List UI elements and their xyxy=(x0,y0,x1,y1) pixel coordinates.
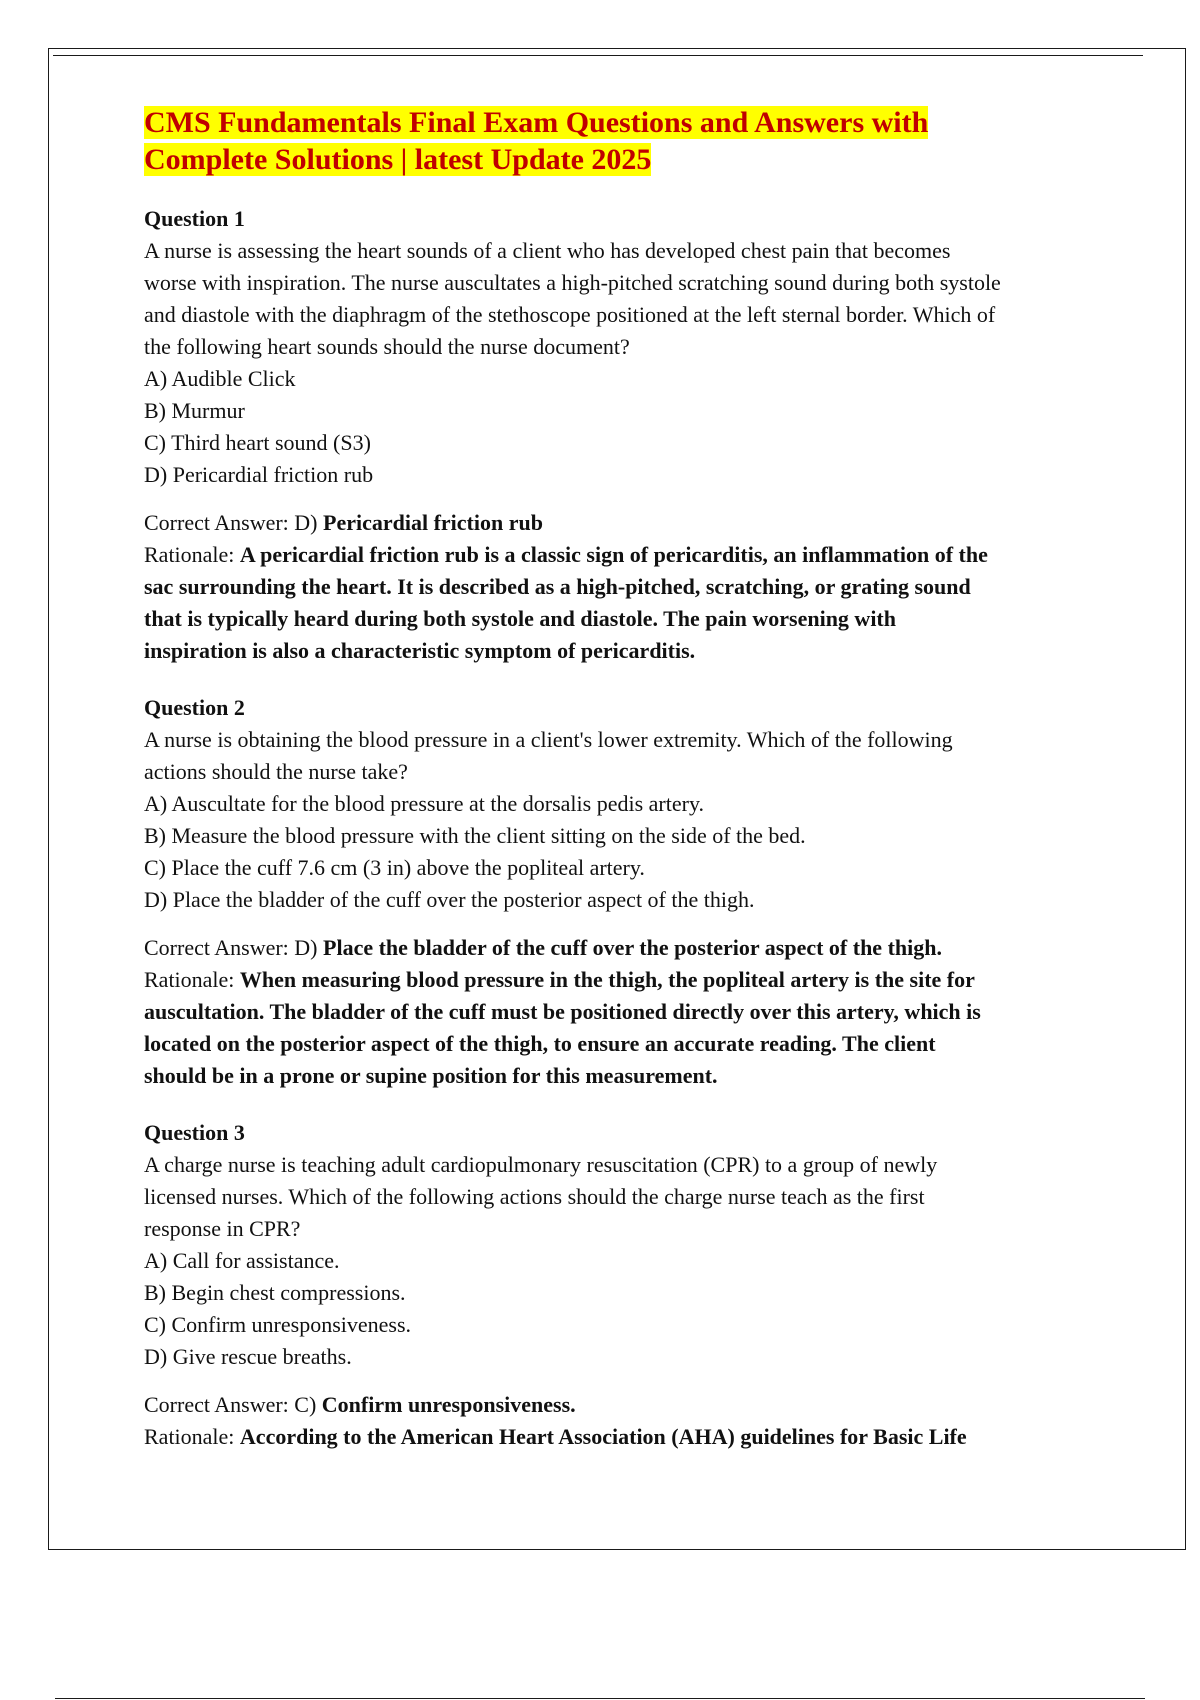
rationale-text: A pericardial friction rub is a classic sign of pericarditis, an inflammation of the xyxy=(239,542,988,567)
answer-option: A) Call for assistance. xyxy=(144,1248,340,1273)
correct-answer xyxy=(144,932,1144,964)
rationale-line xyxy=(144,1421,1144,1453)
page-frame xyxy=(48,48,1186,1550)
rationale-label: Rationale: xyxy=(144,967,240,992)
answer-option: C) Place the cuff 7.6 cm (3 in) above the popliteal artery. xyxy=(144,855,645,880)
question-heading: Question 3 xyxy=(144,1120,245,1145)
correct-answer-text: Confirm unresponsiveness. xyxy=(321,1392,576,1417)
answer-option: A) Auscultate for the blood pressure at the dorsalis pedis artery. xyxy=(144,791,705,816)
correct-answer-text: Place the bladder of the cuff over the posterior aspect of the thigh. xyxy=(323,935,942,960)
question-stem-line: the following heart sounds should the nurse document? xyxy=(144,334,630,359)
question-stem-line: A nurse is assessing the heart sounds of a client who has developed chest pain that becomes xyxy=(144,238,951,263)
rationale-line: auscultation. The bladder of the cuff must be positioned directly over this artery, which is xyxy=(144,999,981,1024)
answer-option: D) Pericardial friction rub xyxy=(144,462,374,487)
question-heading: Question 2 xyxy=(144,695,245,720)
answer-block xyxy=(144,932,1144,1092)
answer-option: B) Measure the blood pressure with the client sitting on the side of the bed. xyxy=(144,823,806,848)
answer-option: C) Third heart sound (S3) xyxy=(144,430,371,455)
answer-option: D) Place the bladder of the cuff over the posterior aspect of the thigh. xyxy=(144,887,755,912)
rationale-label: Rationale: xyxy=(144,1424,240,1449)
question-stem-line: actions should the nurse take? xyxy=(144,759,408,784)
answer-option: B) Begin chest compressions. xyxy=(144,1280,406,1305)
rationale-line: inspiration is also a characteristic symptom of pericarditis. xyxy=(144,638,696,663)
rationale-line xyxy=(144,539,1144,571)
answer-option: B) Murmur xyxy=(144,398,245,423)
rationale-line: sac surrounding the heart. It is described as a high-pitched, scratching, or grating sound xyxy=(144,574,971,599)
question-2 xyxy=(144,692,1144,1092)
correct-answer-label: Correct Answer: D) xyxy=(144,935,324,960)
answer-option: A) Audible Click xyxy=(144,366,296,391)
question-stem-line: response in CPR? xyxy=(144,1216,301,1241)
question-heading: Question 1 xyxy=(144,206,245,231)
question-1 xyxy=(144,203,1144,667)
document-content xyxy=(144,104,1144,1453)
correct-answer-label: Correct Answer: D) xyxy=(144,510,324,535)
question-stem-line: licensed nurses. Which of the following actions should the charge nurse teach as the first xyxy=(144,1184,925,1209)
answer-block xyxy=(144,1389,1144,1453)
rationale-line: should be in a prone or supine position for this measurement. xyxy=(144,1063,718,1088)
correct-answer xyxy=(144,1389,1144,1421)
rationale-text: According to the American Heart Association (AHA) guidelines for Basic Life xyxy=(239,1424,967,1449)
question-stem-line: worse with inspiration. The nurse auscultates a high-pitched scratching sound during both systole xyxy=(144,270,1001,295)
rationale-text: When measuring blood pressure in the thigh, the popliteal artery is the site for xyxy=(239,967,975,992)
rationale-line xyxy=(144,964,1144,996)
answer-option: C) Confirm unresponsiveness. xyxy=(144,1312,412,1337)
title-line-2: Complete Solutions | latest Update 2025 xyxy=(144,143,652,176)
document-title xyxy=(144,104,1144,178)
rationale-line: located on the posterior aspect of the thigh, to ensure an accurate reading. The client xyxy=(144,1031,936,1056)
answer-option: D) Give rescue breaths. xyxy=(144,1344,352,1369)
answer-block xyxy=(144,507,1144,667)
top-rule xyxy=(53,55,1143,56)
correct-answer-label: Correct Answer: C) xyxy=(144,1392,322,1417)
bottom-rule xyxy=(55,1698,1145,1699)
title-line-1: CMS Fundamentals Final Exam Questions and Answers with xyxy=(144,106,929,139)
correct-answer xyxy=(144,507,1144,539)
question-stem-line: A charge nurse is teaching adult cardiopulmonary resuscitation (CPR) to a group of newly xyxy=(144,1152,938,1177)
question-3 xyxy=(144,1117,1144,1453)
correct-answer-text: Pericardial friction rub xyxy=(323,510,543,535)
question-stem-line: and diastole with the diaphragm of the stethoscope positioned at the left sternal border. Which of xyxy=(144,302,996,327)
rationale-line: that is typically heard during both systole and diastole. The pain worsening with xyxy=(144,606,896,631)
rationale-label: Rationale: xyxy=(144,542,240,567)
question-stem-line: A nurse is obtaining the blood pressure in a client's lower extremity. Which of the following xyxy=(144,727,953,752)
